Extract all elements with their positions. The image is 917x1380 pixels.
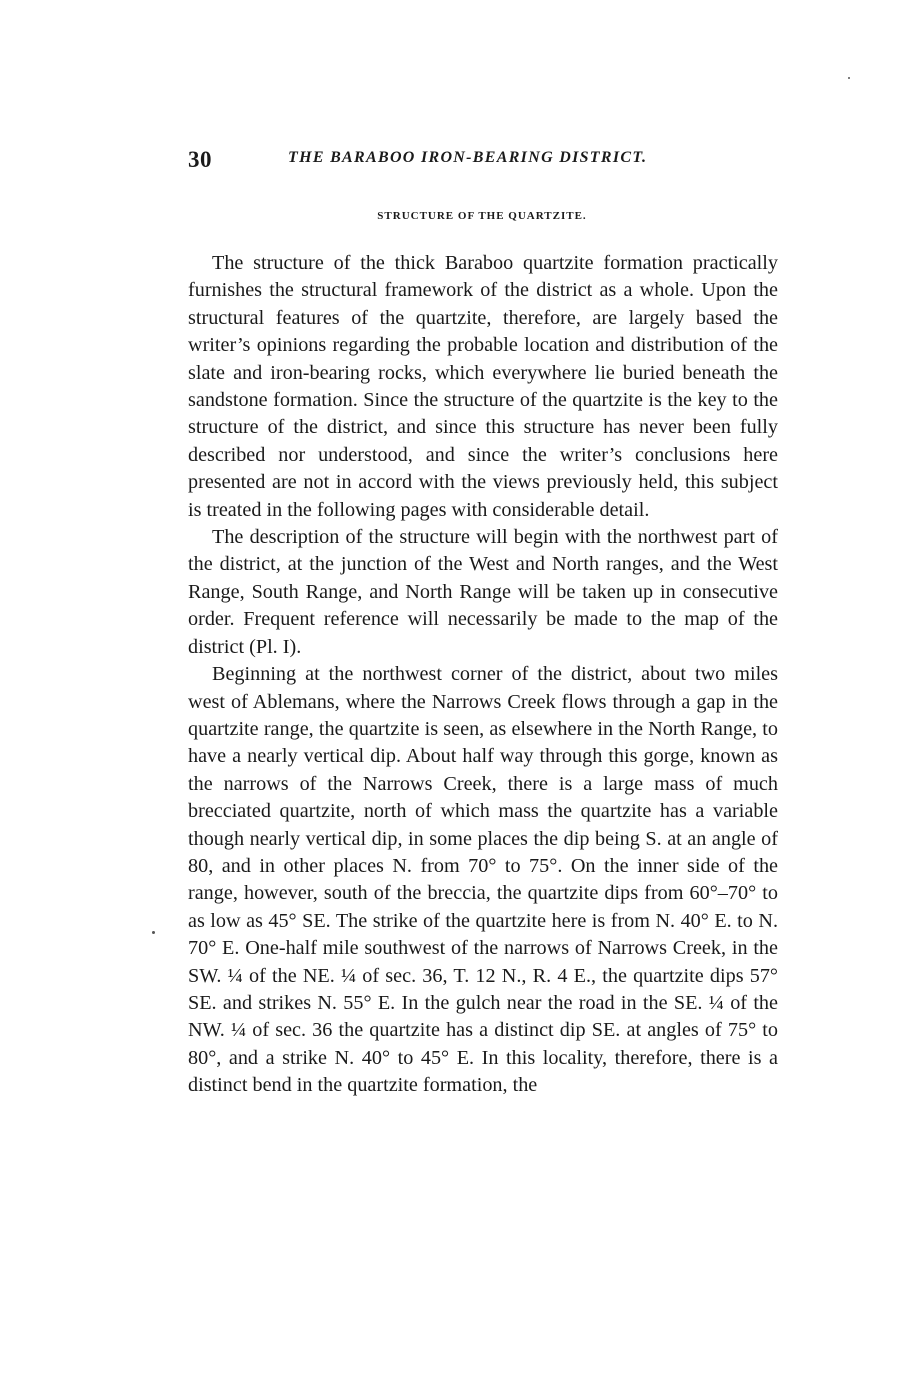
scan-speck — [152, 931, 155, 934]
body-text — [188, 250, 778, 1100]
running-title: THE BARABOO IRON-BEARING DISTRICT. — [288, 149, 648, 166]
paragraph-description-order: The description of the structure will begin with the northwest part of the district, at the junction of the West and North ranges, and the West Range, South Range, and North Range will be taken up in consecutive order. Frequent reference will necessarily be made to the map of the district (Pl. I). — [188, 526, 778, 658]
scan-speck — [848, 77, 850, 79]
paragraph-structure-intro: The structure of the thick Baraboo quartzite formation practically furnishes the structural framework of the district as a whole. Upon the structural features of the quartzite, therefore, are largely based the writer’s opinions regarding the probable location and distribution of the slate and iron-bearing rocks, which everywhere lie buried beneath the sandstone formation. Since the structure of the quartzite is the key to the structure of the district, and since this structure has never been fully described nor understood, and since the writer’s conclusions here presented are not in accord with the views previously held, this subject is treated in the following pages with considerable detail. — [188, 252, 778, 521]
paragraph-northwest-corner: Beginning at the northwest corner of the district, about two miles west of Ablemans, where the Narrows Creek flows through a gap in the quartzite range, the quartzite is seen, as elsewhere in the North Range, to have a nearly vertical dip. About half way through this gorge, known as the narrows of the Narrows Creek, there is a large mass of much brecciated quartzite, north of which mass the quartzite has a variable though nearly vertical dip, in some places the dip being S. at an angle of 80, and in other places N. from 70° to 75°. On the inner side of the range, however, south of the breccia, the quartzite dips from 60°–70° to as low as 45° SE. The strike of the quartzite here is from N. 40° E. to N. 70° E. One-half mile southwest of the narrows of Narrows Creek, in the SW. ¼ of the NE. ¼ of sec. 36, T. 12 N., R. 4 E., the quartzite dips 57° SE. and strikes N. 55° E. In the gulch near the road in the SE. ¼ of the NW. ¼ of sec. 36 the quartzite has a distinct dip SE. at angles of 75° to 80°, and a strike N. 40° to 45° E. In this locality, therefore, there is a distinct bend in the quartzite formation, the — [188, 663, 778, 1097]
page-number: 30 — [188, 147, 212, 172]
running-head — [188, 147, 788, 177]
section-heading: STRUCTURE OF THE QUARTZITE. — [377, 210, 587, 222]
